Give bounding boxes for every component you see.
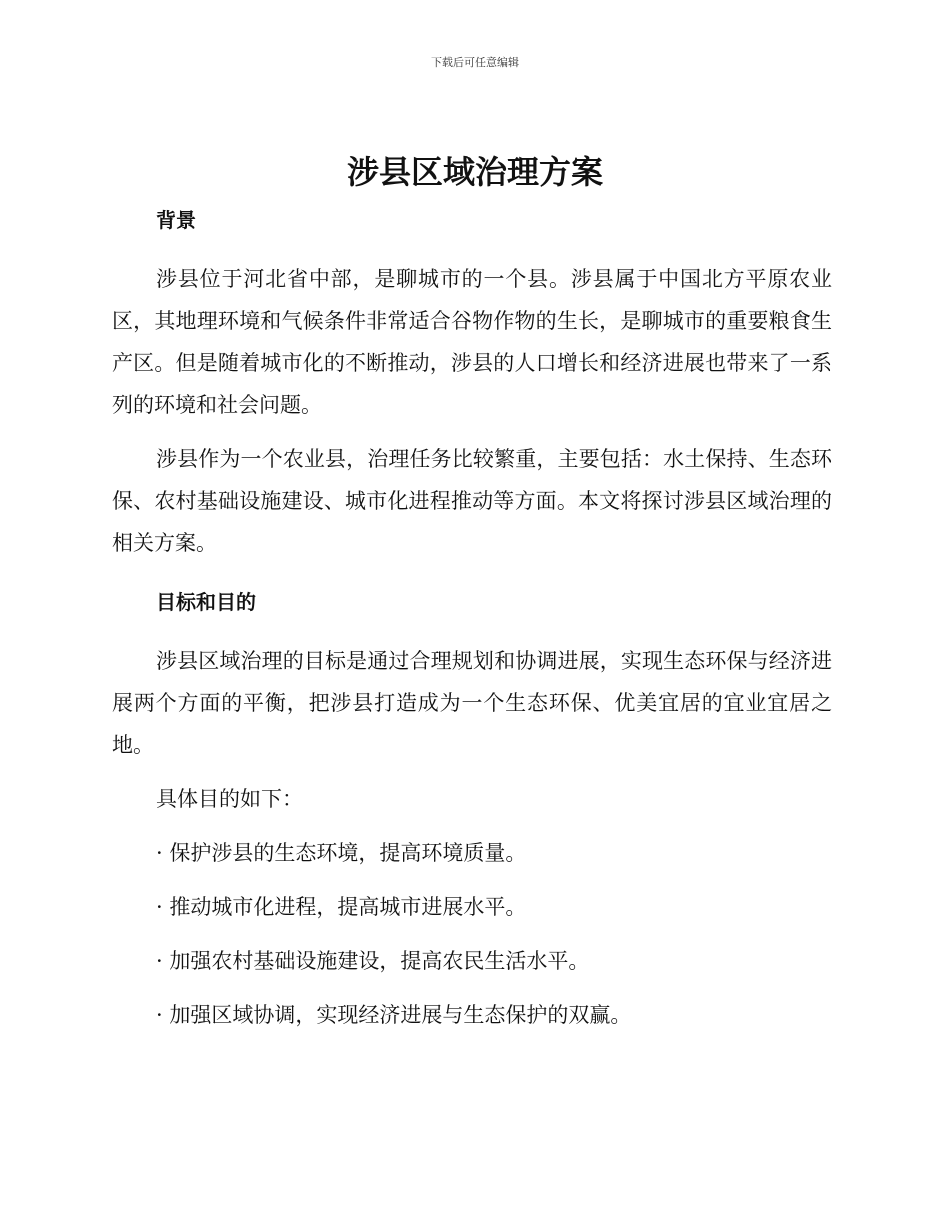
- section-heading-goals: 目标和目的: [156, 590, 256, 614]
- list-item: · 保护涉县的生态环境，提高环境质量。: [156, 841, 527, 865]
- list-item: · 加强区域协调，实现经济进展与生态保护的双赢。: [156, 1003, 632, 1027]
- list-item: · 推动城市化进程，提高城市进展水平。: [156, 895, 527, 919]
- document-title: 涉县区域治理方案: [346, 153, 603, 191]
- paragraph-background-2: 涉县作为一个农业县，治理任务比较繁重，主要包括：水土保持、生态环保、农村基础设施建设、城市化进程推动等方面。本文将探讨涉县区域治理的相关方案。: [112, 447, 832, 555]
- document-body: [112, 204, 832, 1036]
- paragraph-goals-1: 涉县区域治理的目标是通过合理规划和协调进展，实现生态环保与经济进展两个方面的平衡，把涉县打造成为一个生态环保、优美宜居的宜业宜居之地。: [112, 649, 832, 757]
- header-note: 下载后可任意编辑: [431, 56, 519, 69]
- list-item: · 加强农村基础设施建设，提高农民生活水平。: [156, 949, 590, 973]
- paragraph-goals-2: 具体目的如下：: [156, 787, 303, 811]
- paragraph-background-1: 涉县位于河北省中部，是聊城市的一个县。涉县属于中国北方平原农业区，其地理环境和气候条件非常适合谷物作物的生长，是聊城市的重要粮食生产区。但是随着城市化的不断推动，涉县的人口增长和经济进展也带来了一系列的环境和社会问题。: [112, 267, 832, 417]
- section-heading-background: 背景: [156, 208, 196, 232]
